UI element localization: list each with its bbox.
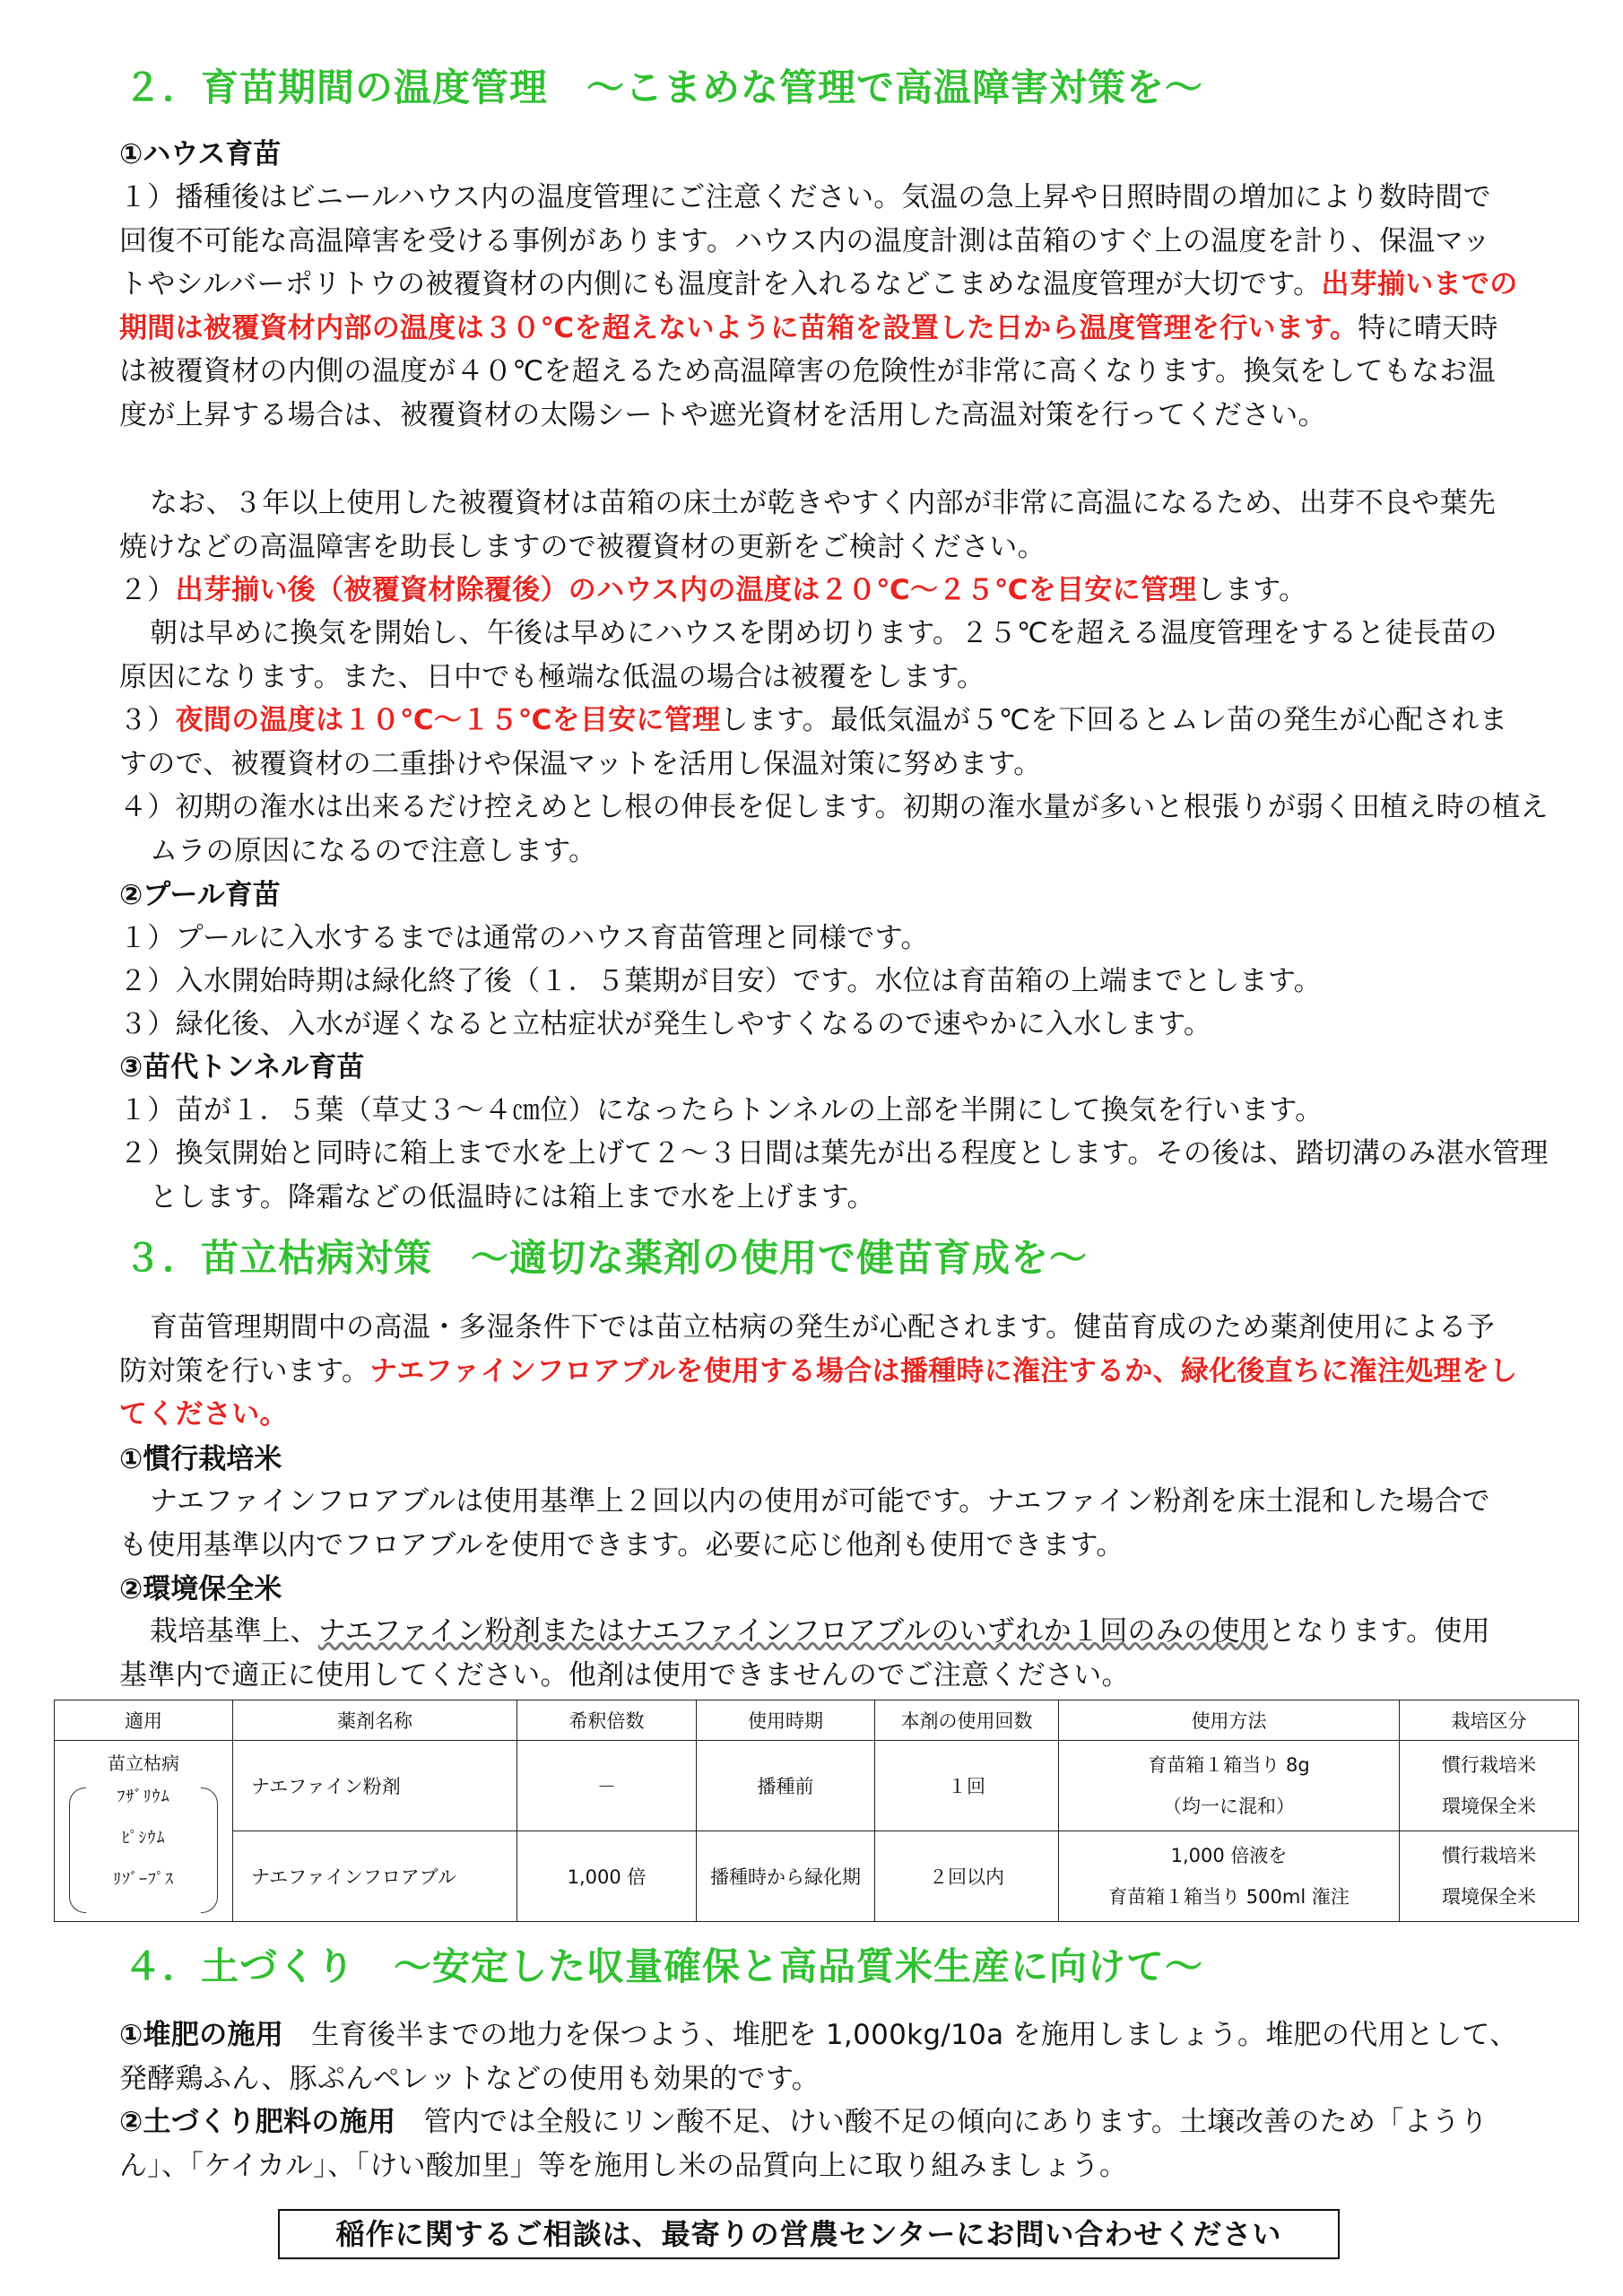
table-header-cell: 使用方法 — [1059, 1700, 1400, 1741]
section4-heading: ４．土づくり ～安定した収量確保と高品質米生産に向けて～ — [124, 1944, 1204, 1988]
class-cell — [1400, 1741, 1579, 1831]
table-header-cell: 本剤の使用回数 — [875, 1700, 1059, 1741]
damping-off-intro-highlight: ナエファインフロアブルを使用する場合は播種時に潅注するか、緑化後直ちに潅注処理をしてください。 — [119, 1354, 1518, 1431]
method-line: 1,000 倍液を — [1170, 1845, 1288, 1866]
house-paragraph-6: ４）初期の潅水は出来るだけ控えめとし根の伸長を促します。初期の潅水量が多いと根張りが弱く田植え時の植えムラの原因になるので注意します。 — [119, 791, 1549, 867]
house-p5-text-b: します。最低気温が５℃を下回るとムレ苗の発生が心配されますので、被覆資材の二重掛けや保温マットを活用し保温対策に努めます。 — [119, 704, 1508, 780]
house-p3-text-b: します。 — [1196, 574, 1307, 606]
house-paragraph-4: 朝は早めに換気を開始し、午後は早めにハウスを閉め切ります。２５℃を超える温度管理をすると徒長苗の原因になります。また、日中でも極端な低温の場合は被覆をします。 — [119, 617, 1497, 693]
table-row — [55, 1741, 1579, 1831]
consultation-note: 稲作に関するご相談は、最寄りの営農センターにお問い合わせください — [278, 2209, 1340, 2259]
pool-item-1: １）プールに入水するまでは通常のハウス育苗管理と同様です。 — [119, 922, 929, 954]
table-header-row — [55, 1700, 1579, 1741]
eco-rice-text-b: となります。使用基準内で適正に使用してください。他剤は使用できませんのでご注意ください。 — [119, 1615, 1490, 1692]
table-header-cell: 希釈倍数 — [517, 1700, 697, 1741]
method-line: 育苗箱１箱当り 8g — [1148, 1754, 1310, 1776]
conventional-rice-title: ①慣行栽培米 — [119, 1443, 282, 1475]
damping-off-intro — [119, 1306, 1518, 1437]
fungicide-table — [54, 1700, 1579, 1922]
drug-name-cell: ナエファインフロアブル — [233, 1831, 517, 1922]
house-p5-num: ３） — [119, 704, 176, 736]
house-paragraph-3 — [119, 569, 1518, 613]
class-line: 環境保全米 — [1442, 1796, 1536, 1817]
house-p3-num: ２） — [119, 574, 176, 606]
right-bracket — [201, 1787, 218, 1913]
pathogen-item: ﾋﾟｼｳﾑ — [121, 1829, 166, 1848]
fertilizer-title: ②土づくり肥料の施用 — [119, 2106, 396, 2138]
house-paragraph-5 — [119, 699, 1518, 786]
tunnel-item-1: １）苗が１．５葉（草丈３～４㎝位）になったらトンネルの上部を半開にして換気を行います。 — [119, 1094, 1324, 1126]
section2-heading: ２．育苗期間の温度管理 ～こまめな管理で高温障害対策を～ — [124, 65, 1204, 109]
table-header-cell: 適用 — [55, 1700, 233, 1741]
table-header-cell: 使用時期 — [697, 1700, 875, 1741]
pathogen-item: ﾌｻﾞﾘｳﾑ — [117, 1787, 170, 1806]
left-bracket — [69, 1787, 86, 1913]
count-cell: ２回以内 — [875, 1831, 1059, 1922]
pool-nursery-title: ②プール育苗 — [119, 879, 281, 911]
damping-off-intro-text: 育苗管理期間中の高温・多湿条件下では苗立枯病の発生が心配されます。健苗育成のため薬剤使用による予防対策を行います。 — [119, 1311, 1495, 1387]
house-paragraph-2: なお、３年以上使用した被覆資材は苗箱の床土が乾きやすく内部が非常に高温になるため、出芽不良や葉先焼けなどの高温障害を助長しますので被覆資材の更新をご検討ください。 — [119, 487, 1497, 563]
house-paragraph-1 — [119, 176, 1518, 437]
class-line: 慣行栽培米 — [1442, 1754, 1536, 1776]
timing-cell: 播種時から緑化期 — [697, 1831, 875, 1922]
house-p1-highlight: 出芽揃いまでの期間は被覆資材内部の温度は３０℃を超えないように苗箱を設置した日から温度管理を行います。 — [119, 268, 1518, 344]
tunnel-nursery-title: ③苗代トンネル育苗 — [119, 1051, 365, 1083]
tunnel-item-2: ２）換気開始と同時に箱上まで水を上げて２～３日間は葉先が出る程度とします。その後は、踏切溝のみ湛水管理とします。降霜などの低温時には箱上まで水を上げます。 — [119, 1137, 1549, 1213]
timing-cell: 播種前 — [697, 1741, 875, 1831]
table-header-cell: 栽培区分 — [1400, 1700, 1579, 1741]
house-nursery-title: ①ハウス育苗 — [119, 138, 282, 170]
dilution-cell: 1,000 倍 — [517, 1831, 697, 1922]
target-disease — [58, 1750, 229, 1900]
fertilizer-paragraph — [119, 2100, 1518, 2187]
house-p1-text-b: 特に晴天時は被覆資材の内側の温度が４０℃を超えるため高温障害の危険性が非常に高くなります。換気をしてもなお温度が上昇する場合は、被覆資材の太陽シートや遮光資材を活用した高温対策を行ってください。 — [119, 311, 1498, 431]
section3-heading: ３．苗立枯病対策 ～適切な薬剤の使用で健苗育成を～ — [124, 1236, 1089, 1280]
house-p5-highlight: 夜間の温度は１０℃～１５℃を目安に管理 — [175, 704, 721, 736]
drug-name-cell: ナエファイン粉剤 — [233, 1741, 517, 1831]
method-cell — [1059, 1831, 1400, 1922]
pool-item-2: ２）入水開始時期は緑化終了後（１．５葉期が目安）です。水位は育苗箱の上端までとします。 — [119, 965, 1322, 997]
compost-title: ①堆肥の施用 — [119, 2019, 284, 2051]
method-cell — [1059, 1741, 1400, 1831]
class-line: 環境保全米 — [1442, 1886, 1536, 1908]
house-p1-text-a: １）播種後はビニールハウス内の温度管理にご注意ください。気温の急上昇や日照時間の増加により数時間で回復不可能な高温障害を受ける事例があります。ハウス内の温度計測は苗箱のすぐ上の温度を計り、保温マットやシルバーポリトウの被覆資材の内側にも温度計を入れるなどこまめな温度管理が大切です。 — [119, 181, 1491, 300]
count-cell: １回 — [875, 1741, 1059, 1831]
target-disease-name: 苗立枯病 — [108, 1752, 179, 1774]
class-cell — [1400, 1831, 1579, 1922]
target-disease-cell — [55, 1741, 233, 1922]
eco-rice-text-underlined: ナエファイン粉剤またはナエファインフロアブルのいずれか１回のみの使用 — [317, 1615, 1269, 1648]
conventional-rice-text: ナエファインフロアブルは使用基準上２回以内の使用が可能です。ナエファイン粉剤を床土混和した場合でも使用基準以内でフロアブルを使用できます。必要に応じ他剤も使用できます。 — [119, 1485, 1490, 1561]
method-line: （均一に混和） — [1163, 1796, 1295, 1817]
fertilizer-text: 管内では全般にリン酸不足、けい酸不足の傾向にあります。土壌改善のため「ようりん」、「ケイカル」、「けい酸加里」等を施用し米の品質向上に取り組みましょう。 — [119, 2106, 1488, 2182]
eco-rice-text — [119, 1610, 1518, 1697]
table-header-cell: 薬剤名称 — [233, 1700, 517, 1741]
dilution-cell: － — [517, 1741, 697, 1831]
eco-rice-text-a: 栽培基準上、 — [150, 1615, 318, 1648]
method-line: 育苗箱１箱当り 500ml 潅注 — [1108, 1886, 1350, 1908]
compost-paragraph — [119, 2013, 1518, 2100]
eco-rice-title: ②環境保全米 — [119, 1573, 282, 1605]
pool-item-3: ３）緑化後、入水が遅くなると立枯症状が発生しやすくなるので速やかに入水します。 — [119, 1008, 1212, 1040]
class-line: 慣行栽培米 — [1442, 1845, 1536, 1866]
table-row — [55, 1831, 1579, 1922]
house-p3-highlight: 出芽揃い後（被覆資材除覆後）のハウス内の温度は２０℃～２５℃を目安に管理 — [175, 574, 1197, 606]
pathogen-item: ﾘｿﾞｰﾌﾟｽ — [113, 1870, 174, 1889]
compost-text: 生育後半までの地力を保つよう、堆肥を 1,000kg/10a を施用しましょう。堆肥の代用として、発酵鶏ふん、豚ぷんペレットなどの使用も効果的です。 — [119, 2019, 1518, 2095]
